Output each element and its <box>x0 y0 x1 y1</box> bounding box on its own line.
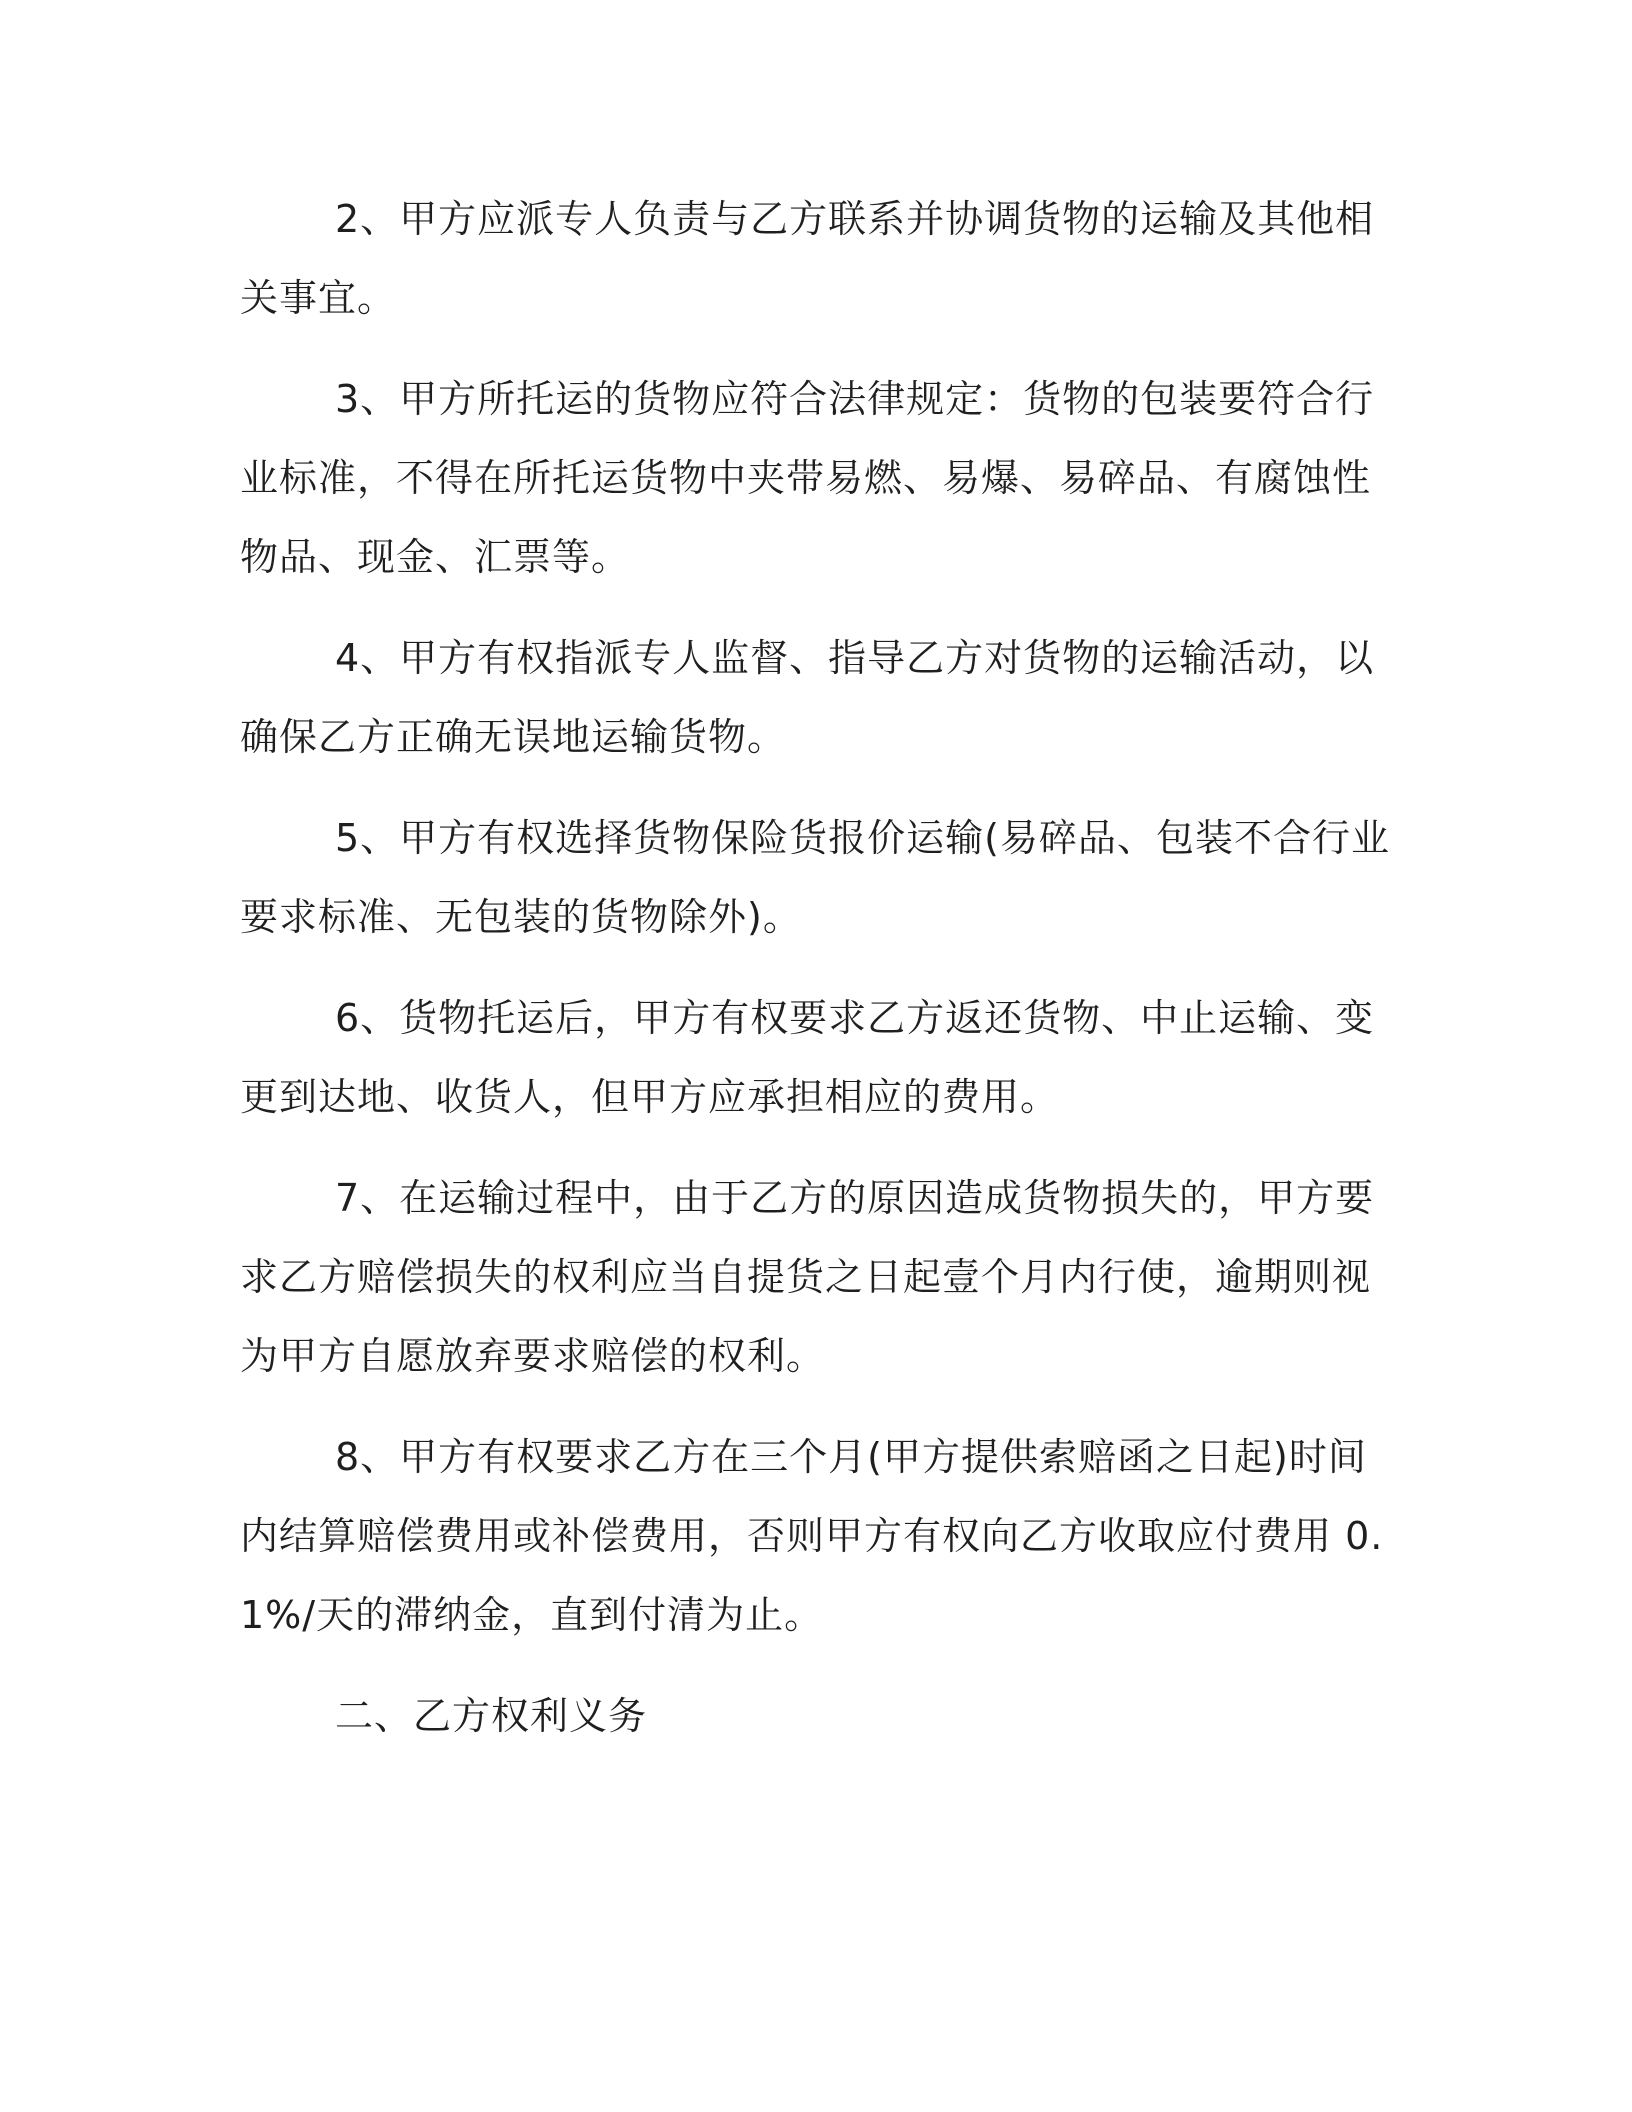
clause-8: 8、甲方有权要求乙方在三个月(甲方提供索赔函之日起)时间内结算赔偿费用或补偿费用，否则甲方有权向乙方收取应付费用 0.1%/天的滞纳金，直到付清为止。 <box>240 1435 1384 1637</box>
clause-4: 4、甲方有权指派专人监督、指导乙方对货物的运输活动，以确保乙方正确无误地运输货物。 <box>240 636 1375 759</box>
clause-7: 7、在运输过程中，由于乙方的原因造成货物损失的，甲方要求乙方赔偿损失的权利应当自提货之日起壹个月内行使，逾期则视为甲方自愿放弃要求赔偿的权利。 <box>240 1176 1375 1378</box>
document-body <box>240 180 1390 1756</box>
clause-2: 2、甲方应派专人负责与乙方联系并协调货物的运输及其他相关事宜。 <box>240 197 1375 320</box>
clause-5: 5、甲方有权选择货物保险货报价运输(易碎品、包装不合行业要求标准、无包装的货物除外)。 <box>240 816 1391 939</box>
section-heading: 二、乙方权利义务 <box>335 1694 648 1738</box>
clause-6: 6、货物托运后，甲方有权要求乙方返还货物、中止运输、变更到达地、收货人，但甲方应承担相应的费用。 <box>240 996 1375 1119</box>
clause-3: 3、甲方所托运的货物应符合法律规定：货物的包装要符合行业标准，不得在所托运货物中夹带易燃、易爆、易碎品、有腐蚀性物品、现金、汇票等。 <box>240 377 1375 579</box>
